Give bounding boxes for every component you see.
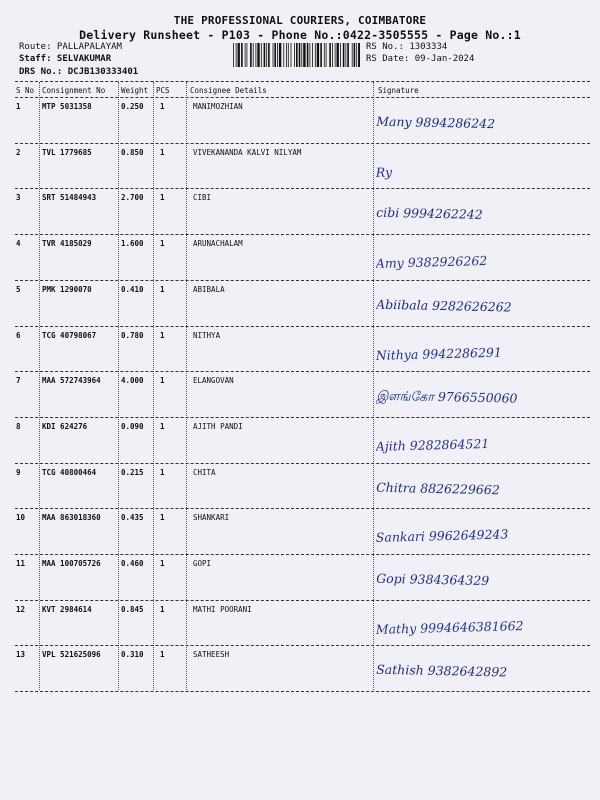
weight-value: 0.460 xyxy=(121,559,144,568)
signature-ink: Nithya 9942286291 xyxy=(375,344,502,363)
consignment-no: MTP 5031358 xyxy=(42,102,92,111)
weight-value: 4.000 xyxy=(121,376,144,386)
consignee-name: CHITA xyxy=(193,467,216,477)
signature-ink: Sathish 9382642892 xyxy=(376,662,508,680)
table-row xyxy=(0,513,600,559)
route-label: Route: PALLAPALAYAM xyxy=(19,42,122,52)
row-sno: 1 xyxy=(16,102,21,111)
col-weight-header: Weight xyxy=(121,86,149,95)
signature-ink: Many 9894286242 xyxy=(376,113,496,132)
company-title: THE PROFESSIONAL COURIERS, COIMBATORE xyxy=(173,14,427,27)
row-sno: 2 xyxy=(16,147,21,157)
row-divider xyxy=(15,600,590,601)
staff-label: Staff: SELVAKUMAR xyxy=(19,54,112,64)
drs-label: DRS No.: DCJB130333401 xyxy=(19,67,139,77)
table-row xyxy=(0,559,600,605)
pcs-count: 1 xyxy=(160,650,165,660)
consignment-no: PMK 1290070 xyxy=(42,284,92,294)
row-divider xyxy=(15,371,590,372)
signature-ink: Abiibala 9282626262 xyxy=(376,296,512,315)
consignee-name: ARUNACHALAM xyxy=(193,239,243,249)
row-sno: 11 xyxy=(16,559,26,568)
table-row xyxy=(0,193,600,239)
consignment-no: TCG 40800464 xyxy=(42,467,97,477)
row-divider xyxy=(15,691,590,692)
weight-value: 0.845 xyxy=(121,604,144,614)
table-row xyxy=(0,605,600,651)
col-consignee-header: Consignee Details xyxy=(190,86,267,95)
row-divider xyxy=(15,280,590,281)
table-row xyxy=(0,650,600,696)
signature-ink: Sankari 9962649243 xyxy=(375,526,509,546)
consignment-no: SRT 51484943 xyxy=(42,193,97,203)
pcs-count: 1 xyxy=(160,239,165,249)
table-row xyxy=(0,285,600,331)
header-bottom-rule xyxy=(15,97,590,98)
row-divider xyxy=(15,326,590,327)
col-signature-header: Signature xyxy=(378,86,419,95)
row-sno: 10 xyxy=(16,513,26,523)
consignee-name: ABIBALA xyxy=(193,284,225,294)
header-top-rule xyxy=(15,81,590,82)
pcs-count: 1 xyxy=(160,421,165,431)
weight-value: 0.410 xyxy=(121,284,144,294)
pcs-count: 1 xyxy=(160,604,165,614)
row-divider xyxy=(15,463,590,464)
row-divider xyxy=(15,554,590,555)
row-divider xyxy=(15,508,590,509)
signature-ink: Mathy 9994646381662 xyxy=(375,617,524,637)
consignee-name: AJITH PANDI xyxy=(193,421,243,431)
consignee-name: VIVEKANANDA KALVI NILYAM xyxy=(193,147,302,157)
table-row xyxy=(0,239,600,285)
row-divider xyxy=(15,234,590,235)
table-row xyxy=(0,148,600,194)
col-consignment-header: Consignment No xyxy=(42,86,106,95)
rs-no-label: RS No.: 1303334 xyxy=(366,42,448,52)
consignment-no: KVT 2984614 xyxy=(42,604,92,614)
consignment-no: VPL 521625096 xyxy=(42,650,101,660)
row-sno: 8 xyxy=(16,421,21,431)
row-sno: 7 xyxy=(16,376,21,386)
weight-value: 2.700 xyxy=(121,193,144,203)
consignee-name: CIBI xyxy=(193,193,212,203)
pcs-count: 1 xyxy=(160,513,165,523)
row-sno: 6 xyxy=(16,330,21,340)
pcs-count: 1 xyxy=(160,193,165,203)
signature-ink: Gopi 9384364329 xyxy=(376,570,490,589)
signature-ink: Amy 9382926262 xyxy=(375,253,488,271)
consignee-name: SHANKARI xyxy=(193,513,230,523)
consignee-name: MATHI POORANI xyxy=(193,604,252,614)
row-sno: 3 xyxy=(16,193,21,203)
weight-value: 0.090 xyxy=(121,421,144,431)
consignee-name: SATHEESH xyxy=(193,650,230,660)
col-pcs-header: PCS xyxy=(156,86,170,95)
pcs-count: 1 xyxy=(160,467,165,477)
signature-ink: cibi 9994262242 xyxy=(376,205,483,223)
pcs-count: 1 xyxy=(160,284,165,294)
row-sno: 5 xyxy=(16,284,21,294)
pcs-count: 1 xyxy=(160,102,165,111)
pcs-count: 1 xyxy=(160,559,165,568)
consignee-name: GOPI xyxy=(193,559,212,568)
pcs-count: 1 xyxy=(160,147,165,157)
table-row xyxy=(0,102,600,148)
weight-value: 0.250 xyxy=(121,102,144,111)
pcs-count: 1 xyxy=(160,330,165,340)
weight-value: 0.850 xyxy=(121,147,144,157)
row-sno: 9 xyxy=(16,467,21,477)
table-row xyxy=(0,376,600,422)
consignee-name: MANIMOZHIAN xyxy=(193,102,243,111)
weight-value: 0.780 xyxy=(121,330,144,340)
col-sno-header: S No xyxy=(16,86,35,95)
signature-ink: Ajith 9282864521 xyxy=(375,435,490,454)
consignment-no: TVR 4185029 xyxy=(42,239,92,249)
consignment-no: MAA 572743964 xyxy=(42,376,101,386)
runsheet-subtitle: Delivery Runsheet - P103 - Phone No.:0422-3505555 - Page No.:1 xyxy=(79,28,521,42)
table-row xyxy=(0,331,600,377)
barcode-image xyxy=(233,43,360,67)
row-sno: 4 xyxy=(16,239,21,249)
pcs-count: 1 xyxy=(160,376,165,386)
row-divider xyxy=(15,143,590,144)
row-divider xyxy=(15,645,590,646)
row-divider xyxy=(15,188,590,189)
consignee-name: ELANGOVAN xyxy=(193,376,234,386)
table-row xyxy=(0,422,600,468)
row-sno: 12 xyxy=(16,604,26,614)
table-row xyxy=(0,468,600,514)
weight-value: 0.310 xyxy=(121,650,144,660)
row-sno: 13 xyxy=(16,650,26,660)
rs-date-label: RS Date: 09-Jan-2024 xyxy=(366,54,475,64)
consignment-no: KDI 624276 xyxy=(42,421,88,431)
weight-value: 0.435 xyxy=(121,513,144,523)
consignment-no: MAA 863018360 xyxy=(42,513,101,523)
consignment-no: TCG 40798067 xyxy=(42,330,97,340)
signature-ink: Ry xyxy=(375,164,393,180)
consignee-name: NITHYA xyxy=(193,330,221,340)
consignment-no: MAA 100705726 xyxy=(42,559,101,568)
consignment-no: TVL 1779685 xyxy=(42,147,92,157)
weight-value: 0.215 xyxy=(121,467,144,477)
weight-value: 1.600 xyxy=(121,239,144,249)
signature-ink: இளங்கோ 9766550060 xyxy=(376,387,518,406)
row-divider xyxy=(15,417,590,418)
signature-ink: Chitra 8826229662 xyxy=(376,479,500,497)
